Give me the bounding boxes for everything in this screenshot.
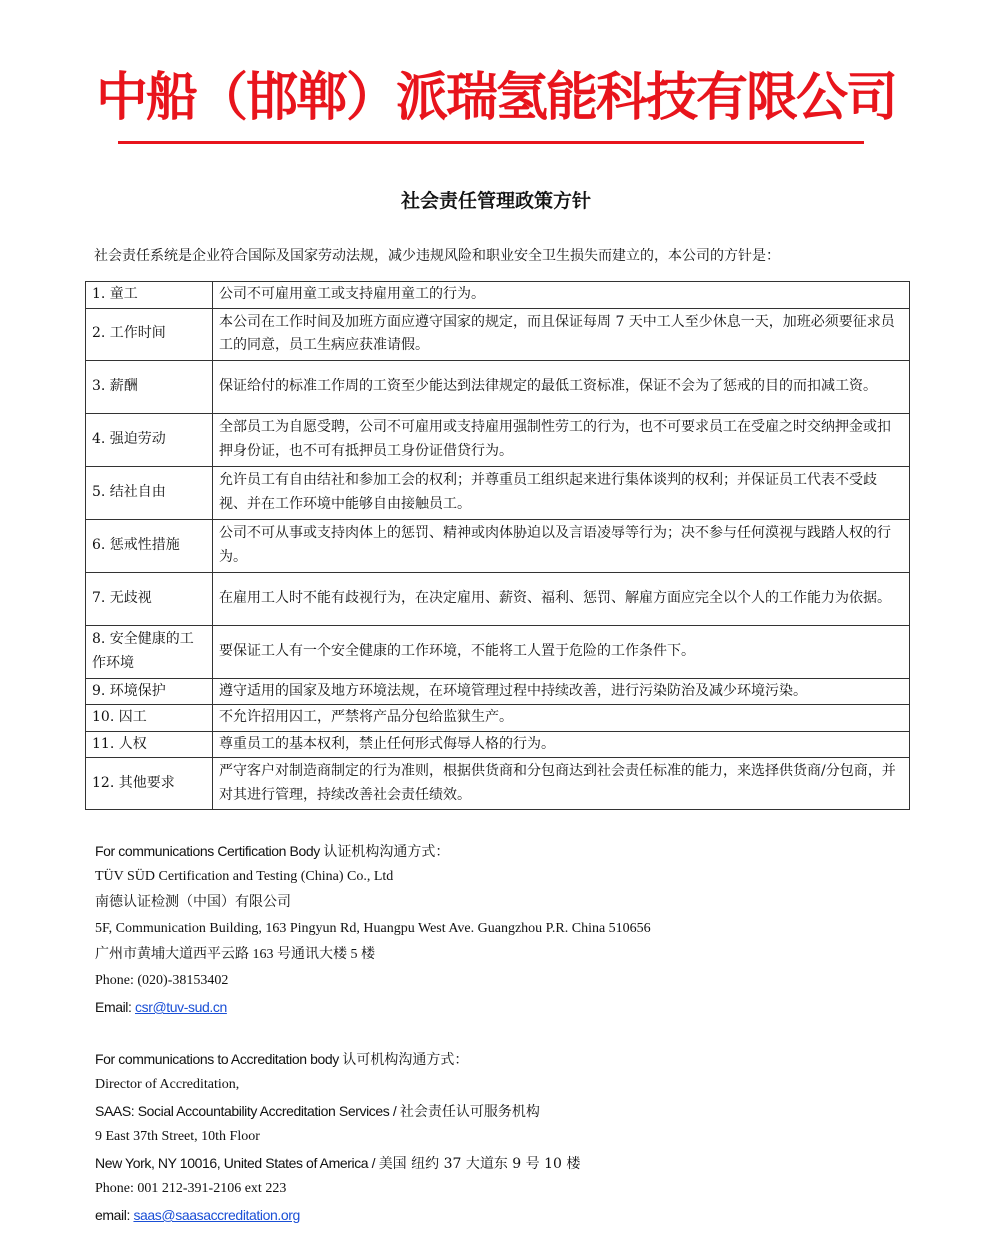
accreditation-street: 9 East 37th Street, 10th Floor <box>95 1129 260 1144</box>
policy-item: 7. 无歧视 <box>86 572 213 625</box>
policy-description: 允许员工有自由结社和参加工会的权利；并尊重员工组织起来进行集体谈判的权利；并保证员工代表不受歧视、并在工作环境中能够自由接触员工。 <box>213 466 910 519</box>
accreditation-heading-en: For communications to Accreditation body <box>95 1051 339 1067</box>
policy-item: 8. 安全健康的工作环境 <box>86 625 213 678</box>
accreditation-city-en: New York, NY 10016, United States of America / <box>95 1155 376 1171</box>
accreditation-saas-line <box>95 1098 540 1126</box>
policy-description: 本公司在工作时间及加班方面应遵守国家的规定，而且保证每周 7 天中工人至少休息一天，加班必须要征求员工的同意，员工生病应获准请假。 <box>213 308 910 360</box>
policy-description: 不允许招用囚工，严禁将产品分包给监狱生产。 <box>213 705 910 732</box>
policy-row <box>86 572 910 625</box>
cert-email-label: Email: <box>95 999 135 1015</box>
accreditation-email-label: email: <box>95 1207 134 1223</box>
policy-row <box>86 731 910 758</box>
cert-phone: Phone: (020)-38153402 <box>95 973 229 988</box>
accreditation-phone: Phone: 001 212-391-2106 ext 223 <box>95 1181 287 1196</box>
document-title: 社会责任管理政策方针 <box>400 190 591 212</box>
saas-name-en: SAAS: Social Accountability Accreditation Services / <box>95 1103 397 1119</box>
intro-paragraph: 社会责任系统是企业符合国际及国家劳动法规，减少违规风险和职业安全卫生损失而建立的，本公司的方针是： <box>94 248 780 264</box>
policy-row <box>86 413 910 466</box>
cert-heading-en: For communications Certification Body <box>95 843 320 859</box>
accreditation-director: Director of Accreditation, <box>95 1077 240 1092</box>
company-name-heading: 中船（邯郸）派瑞氢能科技有限公司 <box>95 67 896 128</box>
policy-item: 6. 惩戒性措施 <box>86 519 213 572</box>
policy-item: 4. 强迫劳动 <box>86 413 213 466</box>
cert-address-en: 5F, Communication Building, 163 Pingyun Rd, Huangpu West Ave. Guangzhou P.R. China 510656 <box>95 921 651 936</box>
policy-row <box>86 519 910 572</box>
policy-description: 在雇用工人时不能有歧视行为，在决定雇用、薪资、福利、惩罚、解雇方面应完全以个人的工作能力为依据。 <box>213 572 910 625</box>
policy-item: 10. 囚工 <box>86 705 213 732</box>
policy-item: 1. 童工 <box>86 282 213 309</box>
accreditation-city-zh: 美国 纽约 37 大道东 9 号 10 楼 <box>378 1156 581 1172</box>
cert-body-heading <box>95 838 449 866</box>
saas-name-zh: 社会责任认可服务机构 <box>399 1104 540 1120</box>
policy-description: 公司不可从事或支持肉体上的惩罚、精神或肉体胁迫以及言语凌辱等行为；决不参与任何漠视与践踏人权的行为。 <box>213 519 910 572</box>
policy-row <box>86 282 910 309</box>
cert-name-zh: 南德认证检测（中国）有限公司 <box>95 895 291 910</box>
policy-description: 公司不可雇用童工或支持雇用童工的行为。 <box>213 282 910 309</box>
policy-item: 12. 其他要求 <box>86 758 213 810</box>
policy-table <box>85 281 910 810</box>
header-divider <box>118 141 864 144</box>
policy-row <box>86 466 910 519</box>
cert-name-en: TÜV SÜD Certification and Testing (China) Co., Ltd <box>95 869 394 884</box>
policy-description: 要保证工人有一个安全健康的工作环境，不能将工人置于危险的工作条件下。 <box>213 625 910 678</box>
policy-row <box>86 758 910 810</box>
cert-heading-zh: 认证机构沟通方式： <box>323 844 450 860</box>
policy-description: 遵守适用的国家及地方环境法规，在环境管理过程中持续改善，进行污染防治及减少环境污染。 <box>213 678 910 705</box>
policy-description: 全部员工为自愿受聘，公司不可雇用或支持雇用强制性劳工的行为，也不可要求员工在受雇之时交纳押金或扣押身份证，也不可有抵押员工身份证借贷行为。 <box>213 413 910 466</box>
policy-row <box>86 625 910 678</box>
policy-row <box>86 360 910 413</box>
policy-item: 9. 环境保护 <box>86 678 213 705</box>
policy-item: 5. 结社自由 <box>86 466 213 519</box>
policy-item: 3. 薪酬 <box>86 360 213 413</box>
policy-description: 尊重员工的基本权利，禁止任何形式侮辱人格的行为。 <box>213 731 910 758</box>
accreditation-heading-zh: 认可机构沟通方式： <box>342 1052 469 1068</box>
policy-description: 严守客户对制造商制定的行为准则，根据供货商和分包商达到社会责任标准的能力，来选择供货商/分包商，并对其进行管理，持续改善社会责任绩效。 <box>213 758 910 810</box>
accreditation-city-line <box>95 1150 580 1178</box>
policy-item: 11. 人权 <box>86 731 213 758</box>
policy-description: 保证给付的标准工作周的工资至少能达到法律规定的最低工资标准，保证不会为了惩戒的目的而扣减工资。 <box>213 360 910 413</box>
cert-address-zh: 广州市黄埔大道西平云路 163 号通讯大楼 5 楼 <box>95 947 375 962</box>
cert-email-link[interactable]: csr@tuv-sud.cn <box>135 999 227 1015</box>
cert-email-line <box>95 994 227 1022</box>
accreditation-heading <box>95 1046 468 1074</box>
policy-row <box>86 678 910 705</box>
accreditation-email-line <box>95 1202 300 1230</box>
accreditation-email-link[interactable]: saas@saasaccreditation.org <box>133 1207 300 1223</box>
policy-row <box>86 705 910 732</box>
policy-item: 2. 工作时间 <box>86 308 213 360</box>
policy-row <box>86 308 910 360</box>
